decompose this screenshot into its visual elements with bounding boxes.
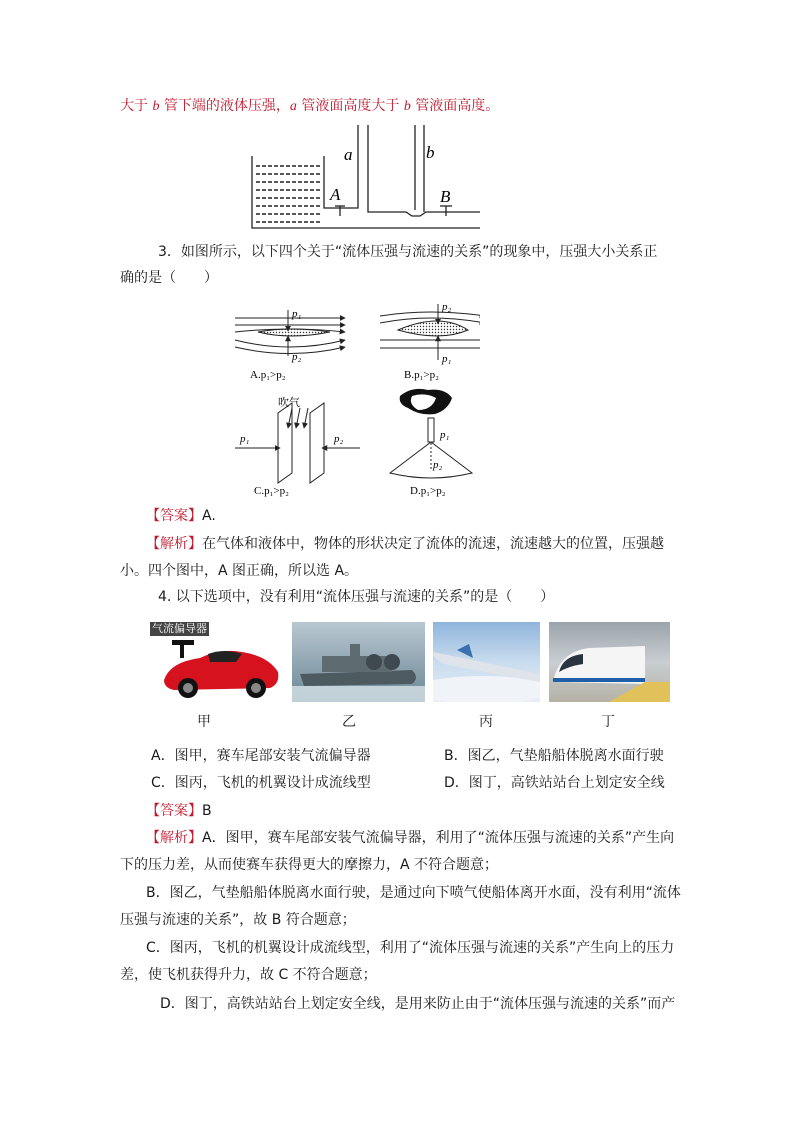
var-b: b: [403, 99, 411, 114]
image-airplane-wing: [433, 622, 540, 702]
wing-icon: [433, 622, 540, 702]
q4-option-D: D．图丁，高铁站站台上划定安全线: [444, 775, 665, 791]
point-A-label: A: [330, 185, 341, 204]
hovercraft-icon: [292, 622, 425, 702]
q4-stem: 4. 以下选项中，没有利用“流体压强与流速的关系”的是（ ）: [158, 589, 555, 605]
figC-p2: p₂: [334, 433, 344, 445]
figD-p1: p₁: [440, 429, 450, 441]
q4-option-B: B．图乙，气垫船船体脱离水面行驶: [444, 748, 664, 764]
q4-analysis-D1: D．图丁，高铁站站台上划定安全线，是用来防止由于“流体压强与流速的关系”而产: [160, 996, 676, 1012]
analysis-text: A．图甲，赛车尾部安装气流偏导器，利用了“流体压强与流速的关系”产生向: [202, 830, 675, 846]
answer-tag: 【答案】: [146, 803, 202, 819]
figA-p2: p₂: [292, 351, 302, 363]
figA-p1: p₁: [292, 308, 302, 320]
q3-stem-line2: 确的是（ ）: [120, 270, 218, 286]
caption-yi: 乙: [342, 714, 356, 730]
analysis-tag: 【解析】: [146, 536, 202, 552]
figD-p2: p₂: [433, 459, 443, 471]
analysis-tag: 【解析】: [146, 830, 202, 846]
connected-tubes-diagram: [240, 120, 490, 235]
intro-text: 管下端的液体压强，: [159, 98, 290, 114]
figC-caption: C.p₁>p₂: [254, 485, 289, 497]
answer-tag: 【答案】: [146, 508, 202, 524]
figB-p2: p₂: [442, 301, 452, 313]
var-b: b: [152, 99, 160, 114]
car-icon: [150, 622, 287, 702]
answer-value: B: [202, 803, 212, 819]
q4-option-C: C．图丙，飞机的机翼设计成流线型: [151, 775, 371, 791]
q4-answer: [146, 801, 212, 821]
figB-caption: B.p₁>p₂: [404, 369, 439, 381]
image-high-speed-train: [549, 622, 670, 702]
figC-p1: p₁: [240, 433, 250, 445]
q3-stem-line1: 3．如图所示，以下四个关于“流体压强与流速的关系”的现象中，压强大小关系正: [158, 244, 658, 260]
figD-caption: D.p₁>p₂: [410, 485, 446, 497]
analysis-text: 在气体和液体中，物体的形状决定了流体的流速，流速越大的位置，压强越: [202, 536, 664, 552]
tube-a-label: a: [344, 145, 353, 164]
q4-analysis-A1: [146, 828, 674, 848]
train-icon: [549, 622, 670, 702]
intro-text: 大于: [120, 98, 153, 114]
var-a: a: [289, 99, 297, 114]
answer-value: A.: [202, 508, 216, 524]
q4-option-A: A．图甲，赛车尾部安装气流偏导器: [151, 748, 371, 764]
image-race-car: [150, 622, 287, 702]
intro-line: [120, 96, 499, 117]
q4-analysis-C1: C．图丙，飞机的机翼设计成流线型，利用了“流体压强与流速的关系”产生向上的压力: [146, 940, 675, 956]
intro-text: 管液面高度。: [410, 98, 500, 114]
figB-p1: p₁: [442, 353, 452, 365]
q4-analysis-C2: 差，使飞机获得升力，故 C 不符合题意；: [120, 967, 377, 983]
q4-analysis-A2: 下的压力差，从而使赛车获得更大的摩擦力，A 不符合题意；: [120, 857, 499, 873]
figA-caption: A.p₁>p₂: [250, 369, 286, 381]
tube-b-label: b: [426, 143, 435, 162]
caption-bing: 丙: [479, 714, 493, 730]
caption-jia: 甲: [197, 714, 211, 730]
intro-text: 管液面高度大于: [296, 98, 404, 114]
q4-analysis-B2: 压强与流速的关系”，故 B 符合题意；: [120, 912, 356, 928]
q4-analysis-B1: B．图乙，气垫船船体脱离水面行驶，是通过向下喷气使船体离开水面，没有利用“流体: [146, 885, 681, 901]
caption-ding: 丁: [601, 714, 615, 730]
blow-label: 吹气: [278, 397, 300, 409]
q3-analysis-line2: 小。四个图中，A 图正确，所以选 A。: [120, 563, 359, 579]
q3-answer: [146, 506, 216, 526]
point-B-label: B: [440, 187, 451, 206]
q3-analysis-line1: [146, 534, 664, 554]
image-label: 气流偏导器: [152, 622, 207, 635]
image-hovercraft: [292, 622, 425, 702]
q3-figures: [230, 298, 480, 498]
